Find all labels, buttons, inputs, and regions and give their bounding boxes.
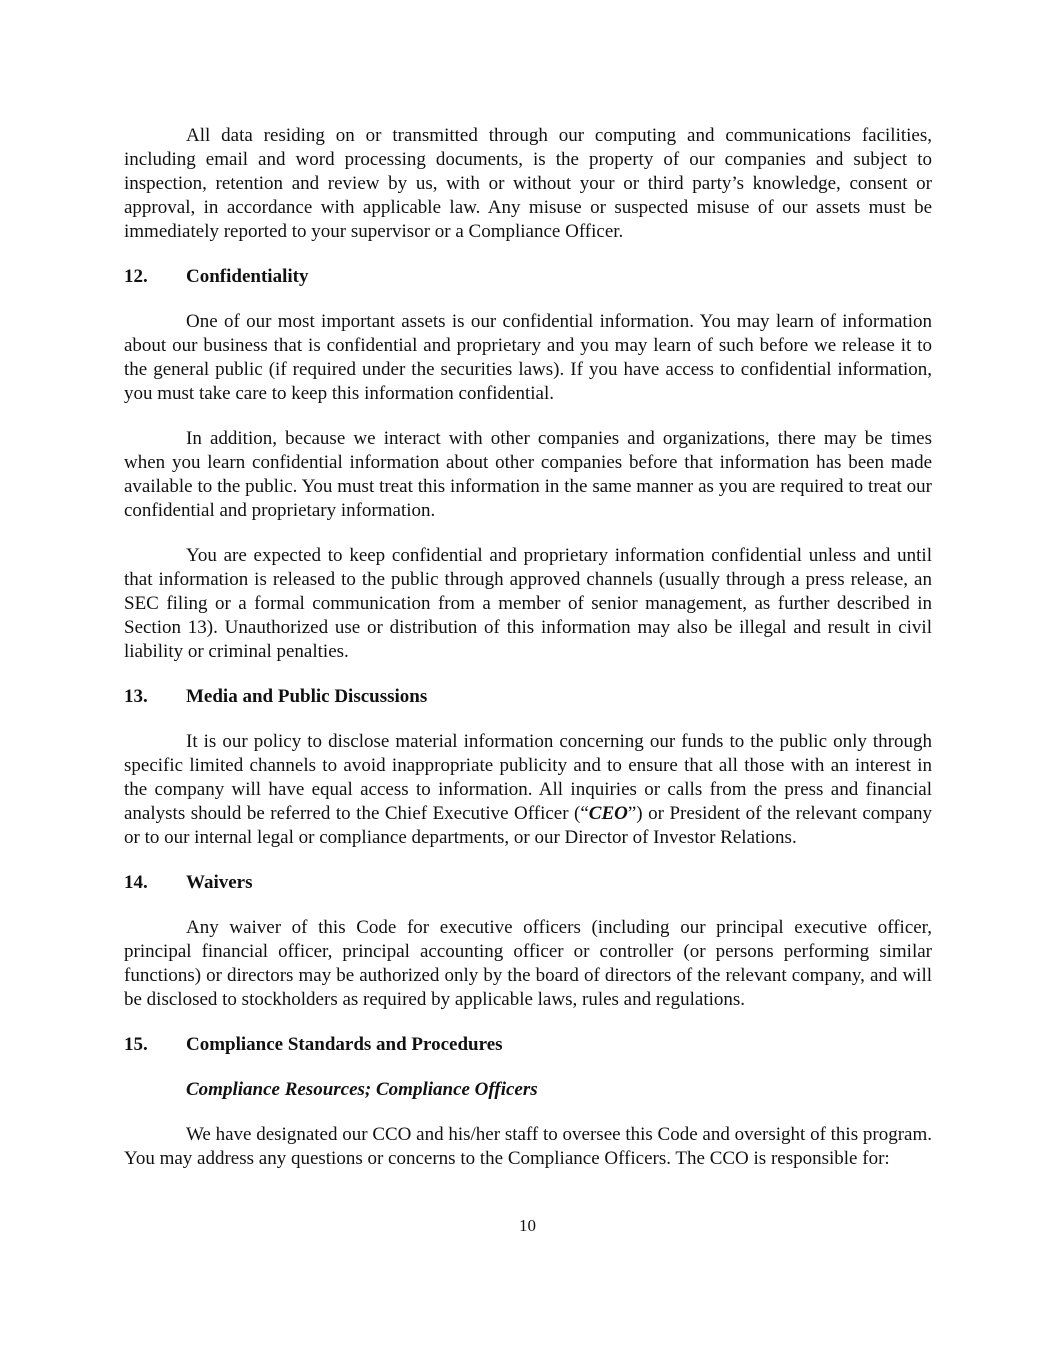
document-page [124, 124, 932, 1192]
section-number: 12. [124, 266, 148, 287]
confidentiality-paragraph-2: In addition, because we interact with other companies and organizations, there may be times when you learn confidential information about other companies before that information has been made available to the public. You must treat this information in the same manner as you are required to treat our confidential and proprietary information. [124, 428, 932, 521]
section-title: Media and Public Discussions [186, 686, 428, 707]
page-number: 10 [519, 1216, 536, 1235]
confidentiality-paragraph-1: One of our most important assets is our confidential information. You may learn of information about our business that is confidential and proprietary and you may learn of such before we release it to the general public (if required under the securities laws). If you have access to confidential information, you must take care to keep this information confidential. [124, 311, 932, 404]
defined-term-ceo: CEO [588, 803, 628, 824]
media-paragraph [124, 730, 932, 850]
section-title: Waivers [186, 872, 253, 893]
section-heading-waivers [124, 871, 932, 895]
section-number: 13. [124, 686, 148, 707]
waivers-paragraph: Any waiver of this Code for executive officers (including our principal executive officer, principal financial officer, principal accounting officer or controller (or persons performing similar functions) or directors may be authorized only by the board of directors of the relevant company, and will be disclosed to stockholders as required by applicable laws, rules and regulations. [124, 917, 932, 1010]
intro-paragraph: All data residing on or transmitted through our computing and communications facilities, including email and word processing documents, is the property of our companies and subject to inspection, retention and review by us, with or without your or third party’s knowledge, consent or approval, in accordance with applicable law. Any misuse or suspected misuse of our assets must be immediately reported to your supervisor or a Compliance Officer. [124, 125, 932, 242]
section-title: Confidentiality [186, 266, 309, 287]
section-heading-confidentiality [124, 265, 932, 289]
compliance-paragraph: We have designated our CCO and his/her staff to oversee this Code and oversight of this program. You may address any questions or concerns to the Compliance Officers. The CCO is responsible for: [124, 1124, 932, 1169]
compliance-subheading: Compliance Resources; Compliance Officers [186, 1079, 538, 1100]
section-heading-media [124, 685, 932, 709]
media-text-after: ”) or President of the relevant company or to our internal legal or compliance departments, or our Director of Investor Relations. [124, 803, 932, 848]
section-heading-compliance [124, 1033, 932, 1057]
section-number: 14. [124, 872, 148, 893]
confidentiality-paragraph-3: You are expected to keep confidential and proprietary information confidential unless and until that information is released to the public through approved channels (usually through a press release, an SEC filing or a formal communication from a member of senior management, as further described in Section 13). Unauthorized use or distribution of this information may also be illegal and result in civil liability or criminal penalties. [124, 545, 932, 662]
media-text-before: It is our policy to disclose material information concerning our funds to the public only through specific limited channels to avoid inappropriate publicity and to ensure that all those with an interest in the company will have equal access to information. All inquiries or calls from the press and financial analysts should be referred to the Chief Executive Officer (“ [124, 731, 932, 824]
section-number: 15. [124, 1034, 148, 1055]
section-title: Compliance Standards and Procedures [186, 1034, 503, 1055]
